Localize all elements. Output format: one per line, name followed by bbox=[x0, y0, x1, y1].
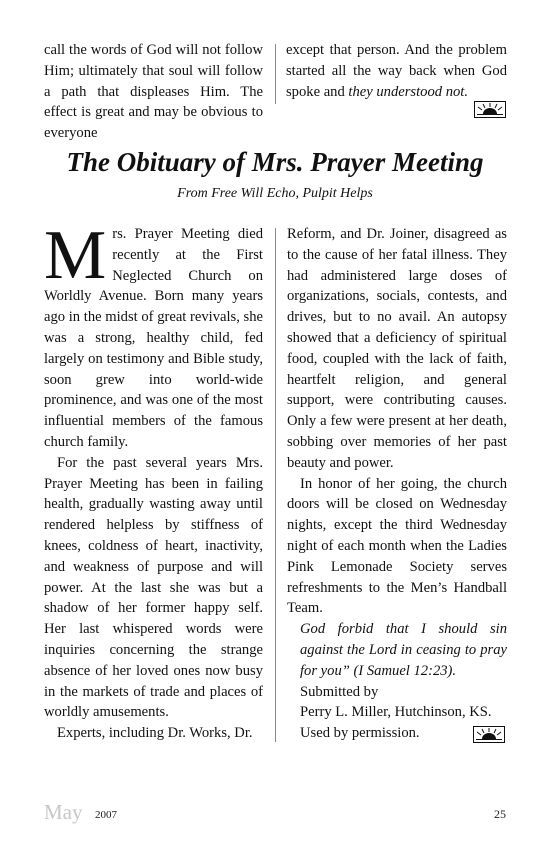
permission-note: Used by permission. bbox=[300, 725, 420, 742]
page-number: 25 bbox=[494, 807, 506, 821]
article-title: The Obituary of Mrs. Prayer Meeting bbox=[66, 147, 484, 177]
paragraph-3-start: Experts, including Dr. Works, Dr. bbox=[57, 725, 253, 742]
paragraph-2: For the past several years Mrs. Prayer Meeting has been in failing health, gradually wasting away until rendered helpless by stiffness of knees, coldness of heart, inactivity, and weakness of purpose and will power. At the last she was but a shadow of her former happy self. Her last whispered words were inquiries concerning the strange absence of her loved ones now busy in the markets of trade and places of worldly amusements. bbox=[44, 454, 263, 721]
continued-paragraph-left: call the words of God will not follow Him; ultimately that soul will follow a path that displeases Him. The effect is great and may be obvious to everyone bbox=[44, 42, 263, 142]
scripture-quote: God forbid that I should sin against the Lord in ceasing to pray for you” (I Samuel 12:23). bbox=[300, 621, 507, 679]
drop-cap: M bbox=[44, 217, 107, 294]
continued-paragraph-right: except that person. And the problem started all the way back when God spoke and they understood not. bbox=[286, 42, 507, 100]
sunrise-end-mark-icon bbox=[473, 726, 505, 743]
continued-text-left bbox=[44, 40, 263, 144]
article-source: From Free Will Echo, Pulpit Helps bbox=[177, 186, 373, 201]
article-column-left bbox=[44, 217, 263, 744]
top-column-divider bbox=[275, 44, 276, 104]
author-credit: Perry L. Miller, Hutchinson, KS. bbox=[300, 704, 492, 721]
column-divider bbox=[275, 228, 276, 742]
paragraph-4: In honor of her going, the church doors will be closed on Wednesday nights, except the third Wednesday night of each month when the Ladies Pink Lemonade Society serves refreshments to the Men’s Handball Team. bbox=[287, 475, 507, 617]
sunrise-end-mark-icon bbox=[474, 101, 506, 118]
footer-year: 2007 bbox=[95, 809, 117, 821]
continued-text-right bbox=[286, 40, 507, 102]
submitted-label: Submitted by bbox=[300, 683, 379, 700]
paragraph-1: Mrs. Prayer Meeting died recently at the First Neglected Church on Worldly Avenue. Born many years ago in the midst of great revivals, she was a strong, healthy child, fed largely on testimony and Bible study, soon grew into world-wide prominence, and was one of the most influential members of the famous church family. bbox=[44, 217, 263, 450]
paragraph-3-continued: Reform, and Dr. Joiner, disagreed as to the cause of her fatal illness. They had administered large doses of organizations, socials, contests, and drives, but to no avail. An autopsy showed that a deficiency of spiritual food, coupled with the lack of faith, heartfelt religion, and general support, were contributing causes. Only a few were present at her death, sobbing over memories of her past beauty and power. bbox=[287, 226, 507, 471]
footer-month: May bbox=[44, 800, 83, 824]
article-column-right bbox=[287, 224, 507, 744]
